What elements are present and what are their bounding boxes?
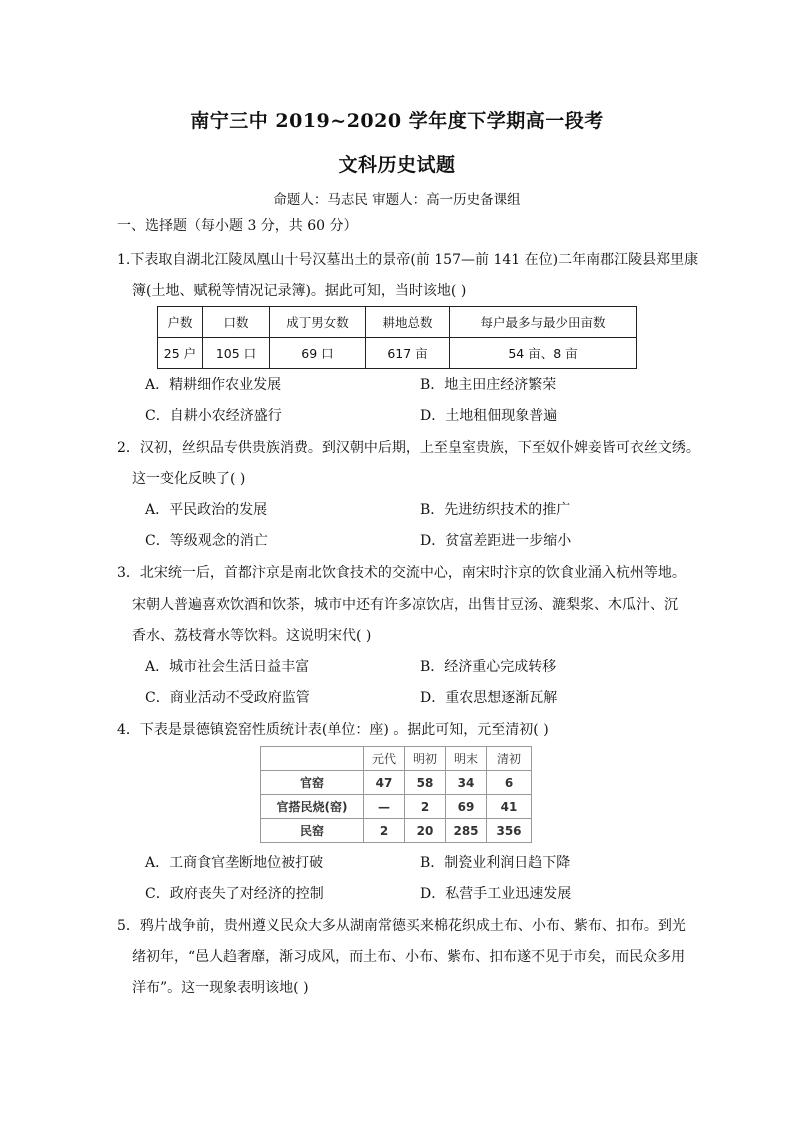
q3-line-3: 香水、荔枝膏水等饮料。这说明宋代( ) [132, 628, 372, 644]
table-row-label: 民窑 [261, 819, 364, 843]
table-cell: 69 口 [270, 338, 366, 369]
table-header-cell: 成丁男女数 [270, 307, 366, 338]
q5-line-2: 绪初年，“邑人趋奢靡，渐习成风，而土布、小布、紫布、扣布遂不见于市矣，而民众多用 [132, 949, 686, 965]
table-row-label: 官窑 [261, 771, 364, 795]
table-cell: 69 [446, 795, 487, 819]
q1-line-1: 1.下表取自湖北江陵凤凰山十号汉墓出土的景帝(前 157—前 141 在位)二年南郡江陵县郑里康 [117, 252, 699, 268]
table-cell: — [364, 795, 405, 819]
q1-line-2: 簿(土地、赋税等情况记录簿)。据此可知，当时该地( ) [132, 283, 467, 299]
table-header-cell: 明末 [446, 747, 487, 771]
table-header-cell: 口数 [203, 307, 270, 338]
table-header-row [261, 747, 532, 771]
table-header-cell: 清初 [487, 747, 532, 771]
table-cell: 25 户 [158, 338, 203, 369]
q2-option-b: B．先进纺织技术的推广 [420, 502, 571, 518]
table-cell: 2 [405, 795, 446, 819]
table-cell: 41 [487, 795, 532, 819]
q3-line-2: 宋朝人普遍喜欢饮酒和饮茶，城市中还有许多凉饮店，出售甘豆汤、漉梨浆、木瓜汁、沉 [132, 597, 678, 613]
kiln-table [260, 746, 532, 843]
table-header-cell: 户数 [158, 307, 203, 338]
q1-option-d: D．土地租佃现象普遍 [420, 408, 558, 424]
table-cell: 47 [364, 771, 405, 795]
exam-subtitle: 文科历史试题 [338, 154, 456, 176]
table-header-cell [261, 747, 364, 771]
table-cell: 617 亩 [366, 338, 450, 369]
table-header-cell: 元代 [364, 747, 405, 771]
table-cell: 2 [364, 819, 405, 843]
q4-option-b: B．制瓷业利润日趋下降 [420, 855, 571, 871]
q3-option-d: D．重农思想逐渐瓦解 [420, 690, 558, 706]
table-header-cell: 耕地总数 [366, 307, 450, 338]
q5-line-3: 洋布”。这一现象表明该地( ) [132, 980, 309, 996]
table-row [261, 771, 532, 795]
q2-option-d: D．贫富差距进一步缩小 [420, 533, 572, 549]
q4-option-a: A．工商食官垄断地位被打破 [145, 855, 324, 871]
q2-line-2: 这一变化反映了( ) [132, 471, 246, 487]
table-cell: 105 口 [203, 338, 270, 369]
table-row [261, 795, 532, 819]
table-cell: 356 [487, 819, 532, 843]
q4-line-1: 4．下表是景德镇瓷窑性质统计表(单位：座) 。据此可知，元至清初( ) [117, 722, 549, 738]
table-header-cell: 明初 [405, 747, 446, 771]
table-row-label: 官搭民烧(窑) [261, 795, 364, 819]
authors-line: 命题人：马志民 审题人：高一历史备课组 [273, 192, 521, 208]
table-cell: 34 [446, 771, 487, 795]
table-cell: 20 [405, 819, 446, 843]
section-heading: 一、选择题（每小题 3 分，共 60 分） [117, 218, 358, 234]
table-cell: 54 亩、8 亩 [450, 338, 637, 369]
q3-line-1: 3．北宋统一后，首都汴京是南北饮食技术的交流中心，南宋时汴京的饮食业涌入杭州等地。 [117, 565, 686, 581]
table-row [261, 819, 532, 843]
q4-option-d: D．私营手工业迅速发展 [420, 886, 572, 902]
table-cell: 285 [446, 819, 487, 843]
q3-option-b: B．经济重心完成转移 [420, 659, 557, 675]
q5-line-1: 5．鸦片战争前，贵州遵义民众大多从湖南常德买来棉花织成土布、小布、紫布、扣布。到光 [117, 918, 686, 934]
table-header-cell: 每户最多与最少田亩数 [450, 307, 637, 338]
table-row [158, 338, 637, 369]
q2-option-a: A．平民政治的发展 [145, 502, 268, 518]
table-cell: 58 [405, 771, 446, 795]
q1-option-c: C．自耕小农经济盛行 [145, 408, 282, 424]
household-table [157, 306, 637, 369]
q2-option-c: C．等级观念的消亡 [145, 533, 268, 549]
q3-option-a: A．城市社会生活日益丰富 [145, 659, 310, 675]
q4-option-c: C．政府丧失了对经济的控制 [145, 886, 324, 902]
table-header-row [158, 307, 637, 338]
q2-line-1: 2．汉初，丝织品专供贵族消费。到汉朝中后期，上至皇室贵族，下至奴仆婢妾皆可衣丝文绣。 [117, 440, 700, 456]
table-cell: 6 [487, 771, 532, 795]
q1-option-a: A．精耕细作农业发展 [145, 377, 282, 393]
exam-title: 南宁三中 2019~2020 学年度下学期高一段考 [190, 110, 604, 132]
q1-option-b: B．地主田庄经济繁荣 [420, 377, 557, 393]
q3-option-c: C．商业活动不受政府监管 [145, 690, 310, 706]
